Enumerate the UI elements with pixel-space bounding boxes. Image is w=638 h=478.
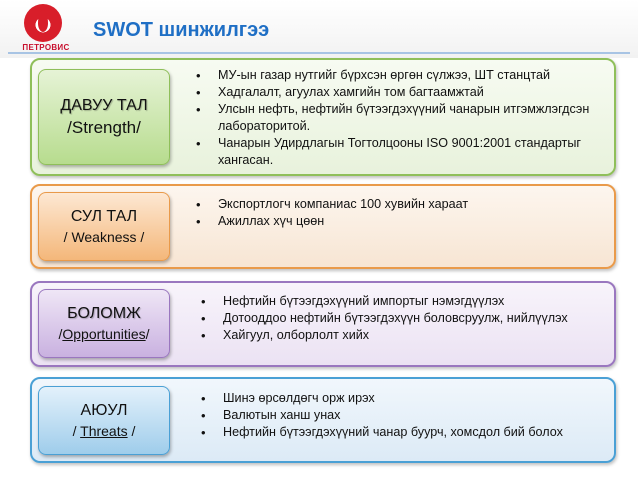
list-item: • МУ-ын газар нутгийг бүрхсэн өргөн сүлжээ, ШТ станцтай (192, 67, 612, 84)
title-divider (8, 52, 630, 54)
list-item: • Улсын нефть, нефтийн бүтээгдэхүүний чанарын итгэмжлэгдсэн лабораторитой. (192, 101, 612, 135)
list-item: • Дотооддоо нефтийн бүтээгдэхүүн боловсруулж, нийлүүлэх (197, 310, 612, 327)
list-item: • Экспортлогч компаниас 100 хувийн хараат (192, 196, 612, 213)
oil-drop-icon (24, 4, 62, 42)
weakness-title: СУЛ ТАЛ (70, 208, 138, 225)
weakness-bullets (192, 196, 612, 230)
list-item: • Чанарын Удирдлагын Тогтолцооны ISO 9001:2001 стандартыг хангасан. (192, 135, 612, 169)
weakness-subtitle: / Weakness / (63, 229, 145, 245)
list-item: • Нефтийн бүтээгдэхүүний импортыг нэмэгдүүлэх (197, 293, 612, 310)
opportunities-bullets (197, 293, 612, 344)
opportunities-label-box (38, 289, 170, 358)
list-item: • Нефтийн бүтээгдэхүүний чанар буурч, хомсдол бий болох (197, 424, 612, 441)
weakness-label-box (38, 192, 170, 261)
threats-title: АЮУЛ (80, 402, 128, 419)
strength-subtitle: /Strength/ (67, 117, 141, 137)
logo-text: ПЕТРОВИС (22, 43, 70, 52)
company-logo (6, 4, 86, 56)
list-item: • Ажиллах хүч цөөн (192, 213, 612, 230)
opportunities-subtitle: /Opportunities/ (58, 326, 150, 342)
list-item: • Хадгалалт, агуулах хамгийн том багтаамжтай (192, 84, 612, 101)
list-item: • Хайгуул, олборлолт хийх (197, 327, 612, 344)
threats-label-box (38, 386, 170, 455)
opportunities-title: БОЛОМЖ (67, 305, 141, 322)
threats-bullets (197, 390, 612, 441)
list-item: • Шинэ өрсөлдөгч орж ирэх (197, 390, 612, 407)
strength-title: ДАВУУ ТАЛ (60, 96, 148, 114)
strength-bullets (192, 67, 612, 169)
slide-title: SWOT шинжилгээ (93, 19, 270, 41)
strength-label-box (38, 69, 170, 165)
list-item: • Валютын ханш унах (197, 407, 612, 424)
threats-subtitle: / Threats / (72, 423, 136, 439)
